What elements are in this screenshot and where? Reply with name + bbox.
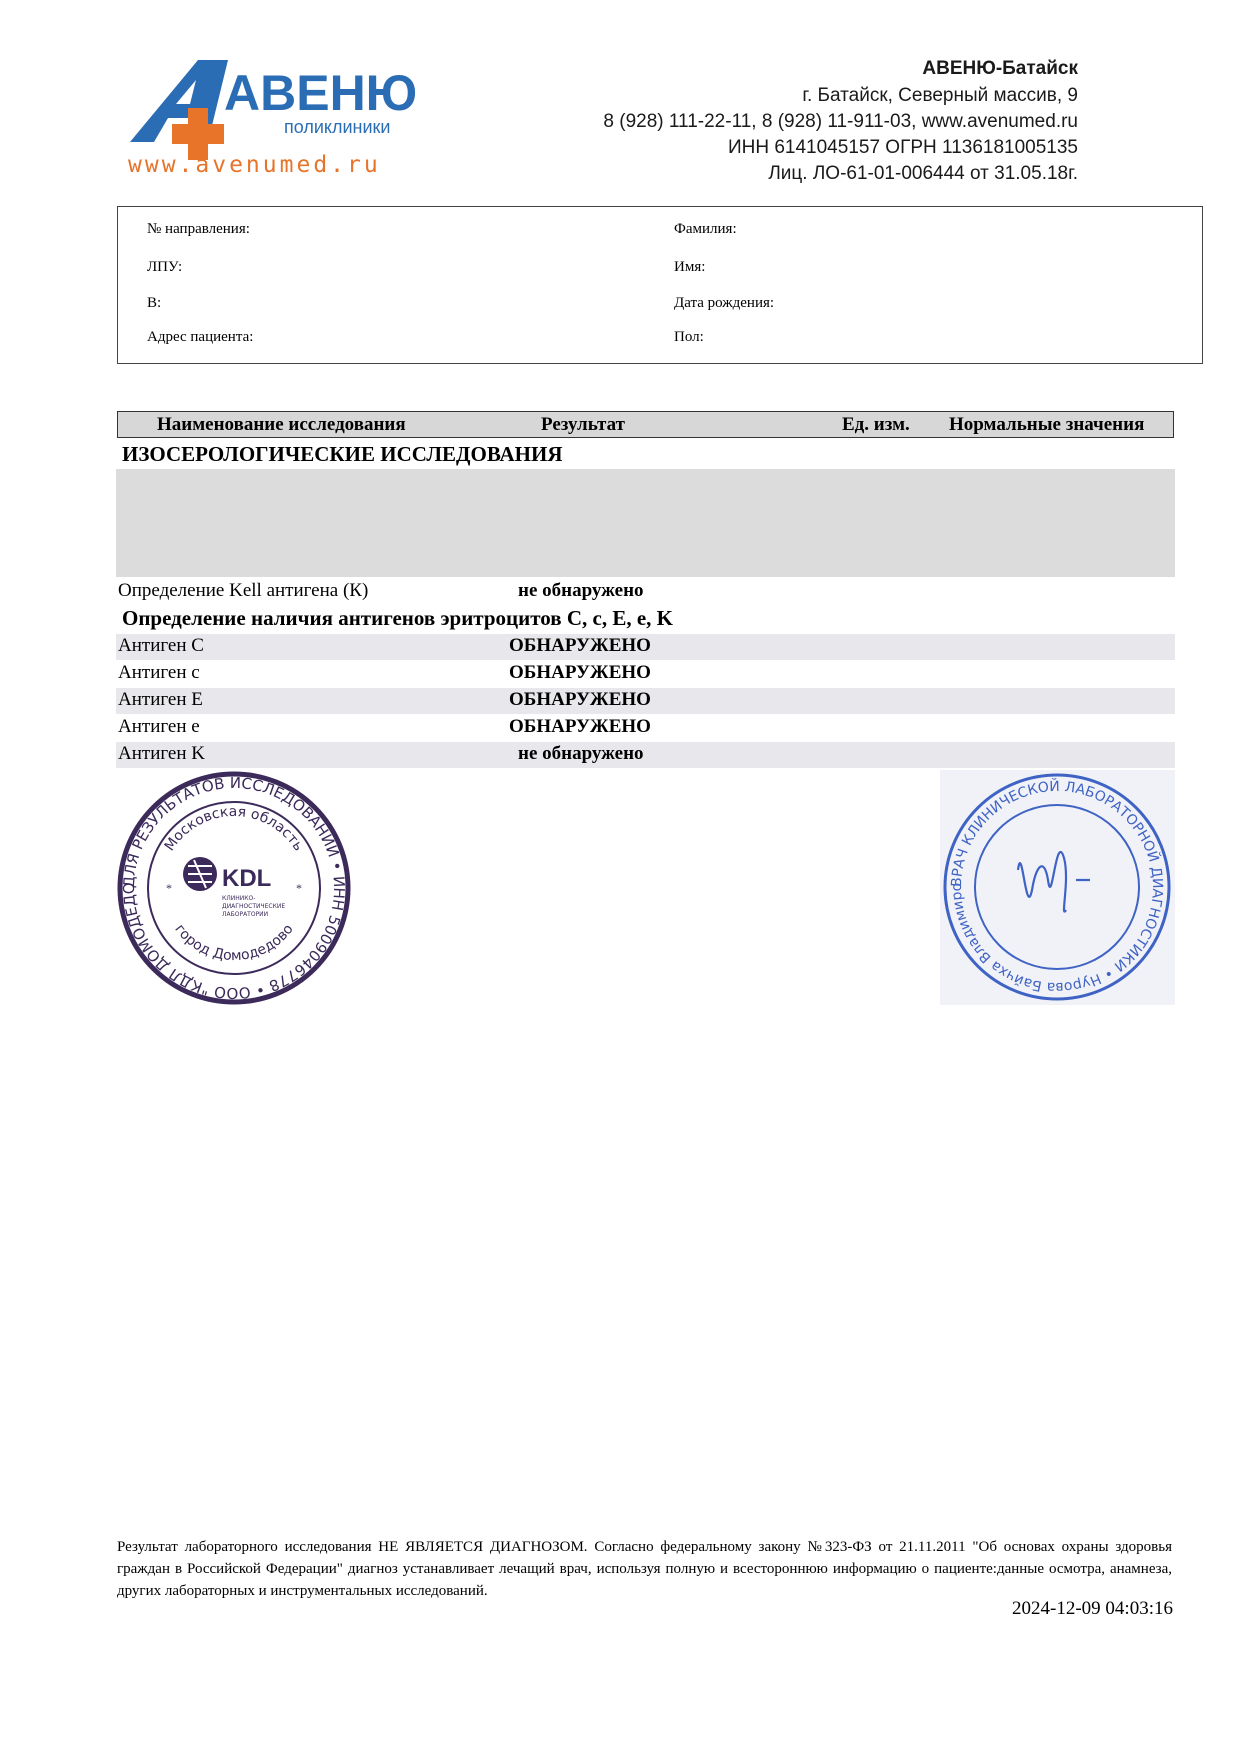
dob-label: Дата рождения: [674,295,775,311]
row-result: ОБНАРУЖЕНО [509,689,651,710]
row-result: ОБНАРУЖЕНО [509,716,651,737]
table-row-kell [116,579,1175,605]
header-result: Результат [541,414,625,435]
logo-url: www.avenumed.ru [128,152,381,178]
row-test-name: Антиген E [118,689,203,710]
table-row [116,715,1175,741]
row-test-name: Определение Kell антигена (К) [118,580,369,601]
row-result: ОБНАРУЖЕНО [509,635,651,656]
row-test-name: Антиген c [118,662,200,683]
legal-disclaimer: Результат лабораторного исследования НЕ ЯВЛЯЕТСЯ ДИАГНОЗОМ. Согласно федеральному закону №323-ФЗ от 21.11.2011 "Об основах охраны здоровья граждан в Российской Федерации" диагноз устанавливает лечащий врач, используя полную и всестороннюю информацию о пациенте:данные осмотра, анамнеза, других лабораторных и инструментальных исследований. [117,1539,1172,1599]
stamp-ring-text: ВРАЧ КЛИНИЧЕСКОЙ ЛАБОРАТОРНОЙ ДИАГНОСТИКИ • Нурова Байчха Владимиро [948,778,1166,996]
surname-label: Фамилия: [674,221,737,237]
clinic-license: Лиц. ЛО-61-01-006444 от 31.05.18г. [768,163,1078,184]
clinic-contacts: 8 (928) 111-22-11, 8 (928) 11-911-03, www.avenumed.ru [603,111,1078,132]
doctor-stamp [940,770,1175,1005]
section-title-isoserology: ИЗОСЕРОЛОГИЧЕСКИЕ ИССЛЕДОВАНИЯ [122,442,563,466]
logo-subtitle: поликлиники [284,117,391,137]
lpu-label: ЛПУ: [147,259,183,275]
laboratory-stamp [116,770,352,1006]
stamp-inner-bottom: город Домодедово [171,921,297,965]
referral-label: № направления: [147,221,250,237]
row-result: ОБНАРУЖЕНО [509,662,651,683]
row-result: не обнаружено [518,743,644,764]
header-unit: Ед. изм. [842,414,910,435]
row-result: не обнаружено [518,580,644,601]
header-test-name: Наименование исследования [157,414,406,435]
address-label: Адрес пациента: [147,329,254,345]
patient-info-box [117,206,1203,364]
results-table-header [117,411,1174,438]
svg-text:ЛАБОРАТОРИИ: ЛАБОРАТОРИИ [222,911,269,918]
stamp-ring-text: ДЛЯ РЕЗУЛЬТАТОВ ИССЛЕДОВАНИЙ • ИНН 5009046778 • ООО "КДЛ ДОМОДЕДО [119,773,349,1003]
v-label: В: [147,295,162,311]
table-row [116,634,1175,660]
signature-icon [1018,852,1090,912]
svg-text:ДИАГНОСТИЧЕСКИЕ: ДИАГНОСТИЧЕСКИЕ [222,903,286,910]
table-row [116,688,1175,714]
svg-text:*: * [166,881,172,895]
row-test-name: Антиген K [118,743,205,764]
logo-word: АВЕНЮ [224,65,418,121]
kdl-logo-icon [183,857,217,891]
clinic-address: г. Батайск, Северный массив, 9 [802,85,1078,106]
sex-label: Пол: [674,329,704,345]
empty-shaded-block [116,469,1175,577]
print-timestamp: 2024-12-09 04:03:16 [1012,1598,1173,1619]
section-title-antigens: Определение наличия антигенов эритроцитов C, c, E, e, K [122,606,674,630]
svg-text:КЛИНИКО-: КЛИНИКО- [222,895,256,902]
name-label: Имя: [674,259,706,275]
svg-text:*: * [296,881,302,895]
row-test-name: Антиген C [118,635,204,656]
row-test-name: Антиген e [118,716,200,737]
stamp-inner-top: Московская область [161,803,307,855]
header-normal-values: Нормальные значения [949,414,1145,435]
clinic-name: АВЕНЮ-Батайск [922,58,1078,79]
logo-graphic [128,58,448,182]
clinic-ids: ИНН 6141045157 ОГРН 1136181005135 [727,137,1078,158]
table-row [116,742,1175,768]
stamp-kdl-text: KDL [222,865,272,892]
table-row [116,661,1175,687]
clinic-logo [128,58,448,182]
